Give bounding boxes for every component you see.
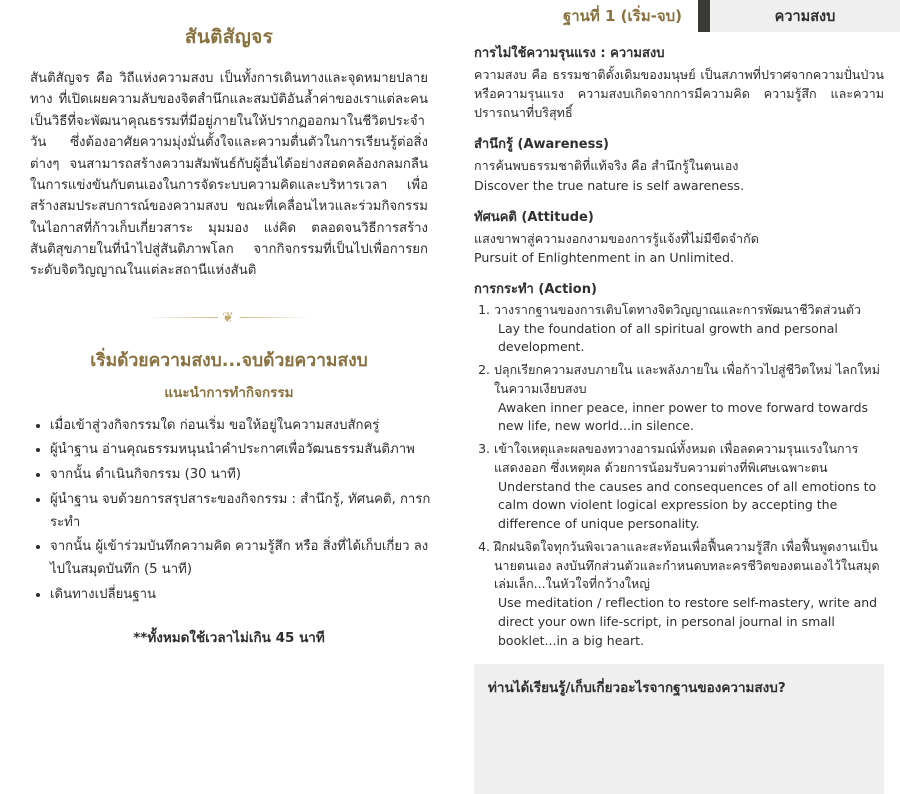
steps-list: [22, 415, 436, 607]
divider-line-right: [240, 317, 310, 318]
actions-list: [474, 301, 884, 651]
reflection-question: ท่านได้เรียนรู้/เก็บเกี่ยวอะไรจากฐานของความสงบ?: [488, 680, 786, 697]
section-title: การไม่ใช้ความรุนแรง : ความสงบ: [474, 46, 665, 61]
list-item: [494, 440, 884, 534]
station-content: [458, 32, 900, 650]
ornamental-divider: [104, 304, 354, 330]
action-text-th: วางรากฐานของการเติบโตทางจิตวิญญาณและการพัฒนาชีวิตส่วนตัว: [494, 301, 862, 317]
list-item: • จากนั้น ผู้เข้าร่วมบันทึกความคิด ความรู้สึก หรือ สิ่งที่ได้เก็บเกี่ยว ลงไปในสมุดบันทึก (5 นาที): [50, 536, 436, 581]
section-title: สำนึกรู้ (Awareness): [474, 137, 610, 153]
section-attitude: [474, 206, 884, 267]
action-text-th: ปลุกเรียกความสงบภายใน และพลังภายใน เพื่อก้าวไปสู่ชีวิตใหม่ ไลกใหม่ ในความเงียบสงบ: [494, 362, 880, 396]
section-awareness: [474, 133, 884, 194]
list-item: [494, 361, 884, 436]
list-item: • เมื่อเข้าสู่วงกิจกรรมใด ก่อนเริ่ม ขอให้อยู่ในความสงบสักครู่: [50, 415, 436, 438]
station-label: ฐานที่ 1 (เริ่ม-จบ): [562, 7, 682, 25]
action-text-en: Use meditation / reflection to restore self-mastery, write and direct your own life-script, in personal journal in small booklet...in a big heart.: [498, 595, 878, 648]
station-label-banner: [458, 0, 698, 32]
section-text: การค้นพบธรรมชาติที่แท้จริง คือ สำนึกรู้ในตนเอง: [474, 158, 739, 174]
list-item: • ผู้นำฐาน จบด้วยการสรุปสาระของกิจกรรม : สำนึกรู้, ทัศนคติ, การกระทำ: [50, 489, 436, 534]
action-text-en: Awaken inner peace, inner power to move forward towards new life, new world...in silence.: [498, 399, 869, 434]
section-title: ทัศนคติ (Attitude): [474, 209, 594, 225]
station-name: ความสงบ: [774, 8, 836, 25]
station-ribbon: [458, 0, 900, 32]
right-column: [458, 0, 900, 697]
section-nonviolence: [474, 42, 884, 122]
station-name-banner: [710, 0, 900, 32]
list-item: [494, 301, 884, 357]
list-item: • ผู้นำฐาน อ่านคุณธรรมหนุนนำคำประกาศเพื่อวัฒนธรรมสันติภาพ: [50, 439, 436, 462]
section-action: [474, 278, 884, 651]
section-text-en: Discover the true nature is self awareness.: [474, 177, 745, 193]
divider-line-left: [148, 317, 218, 318]
time-note: **ทั้งหมดใช้เวลาไม่เกิน 45 นาที: [133, 630, 325, 647]
action-text-en: Lay the foundation of all spiritual growth and personal development.: [498, 320, 838, 355]
action-text-th: เข้าใจเหตุและผลของทวางอารมณ์ทั้งหมด เพื่อลดความรุนแรงในการแสดงออก ซึ่งเหตุผล ด้วยการน้อมรับความต่างที่พิเศษเฉพาะตน: [494, 441, 859, 475]
reflection-question-box: [474, 664, 884, 794]
left-column: [0, 0, 458, 647]
section-title: การกระทำ (Action): [474, 281, 597, 297]
ornament-icon: ❦: [222, 309, 236, 326]
section-heading: เริ่มด้วยความสงบ...จบด้วยความสงบ: [90, 350, 368, 371]
section-text: ความสงบ คือ ธรรมชาติดั้งเดิมของมนุษย์ เป็นสภาพที่ปราศจากความปั่นป่วนหรือความรุนแรง ความสงบเกิดจากการมีความคิด ความรู้สึก และความปรารถนาที่บริสุทธิ์: [474, 67, 884, 121]
action-text-th: ฝึกฝนจิตใจทุกวันพิจเวลาและสะท้อนเพื่อฟื้นความรู้สึก เพื่อฟื้นพูดงานเป็นนายตนเอง ลงบันทึกส่วนตัวและกำหนดบทละครชีวิตของตนเองไว้ในสมุดเล่มเล็ก...ในหัวใจที่กว้างใหญ่: [494, 538, 880, 592]
section-subheading: แนะนำการทำกิจกรรม: [164, 384, 294, 401]
list-item: • จากนั้น ดำเนินกิจกรรม (30 นาที): [50, 464, 436, 487]
intro-paragraph: สันติสัญจร คือ วิถีแห่งความสงบ เป็นทั้งการเดินทางและจุดหมายปลายทาง ที่เปิดเผยความลับของจิตสำนึกและสมบัติอันล้ำค่าของเราแต่ละคน เป็นวิธีที่จะพัฒนาคุณธรรมที่มีอยู่ภายในให้ปรากฏออกมาในชีวิตประจำวัน ซึ่งต้องอาศัยความมุ่งมั่นตั้งใจและความตื่นตัวในการเรียนรู้ต่อสิ่งต่างๆ จนสามารถสร้างความสัมพันธ์กับผู้อื่นได้อย่างสอดคล้องกลมกลืน ในการแข่งขันกับตนเองในการจัดระบบความคิดและบริหารเวลา เพื่อสร้างสมประสบการณ์ของความสงบ ขณะที่เคลื่อนไหวและร่วมกิจกรรม ในไอกาสที่ก้าวเก็บเกี่ยวสาระ มุมมอง แง่คิด ตลอดจนวิธีการสร้างสันติสุขภายในที่นำไปสู่สันติภาพโลก จากกิจกรรมที่เป็นไปเพื่อการยกระดับจิตวิญญาณในแต่ละสถานีแห่งสันติ: [30, 71, 428, 279]
section-text-en: Pursuit of Enlightenment in an Unlimited.: [474, 249, 735, 265]
list-item: [494, 538, 884, 651]
page-title: สันติสัญจร: [184, 26, 274, 48]
action-text-en: Understand the causes and consequences of all emotions to calm down violent logical expression by accepting the difference of unique personality.: [498, 478, 877, 532]
section-text: แสงขาพาสู่ความงอกงามของการรู้แจ้งที่ไม่มีขีดจำกัด: [474, 230, 759, 246]
list-item: • เดินทางเปลี่ยนฐาน: [50, 584, 436, 607]
